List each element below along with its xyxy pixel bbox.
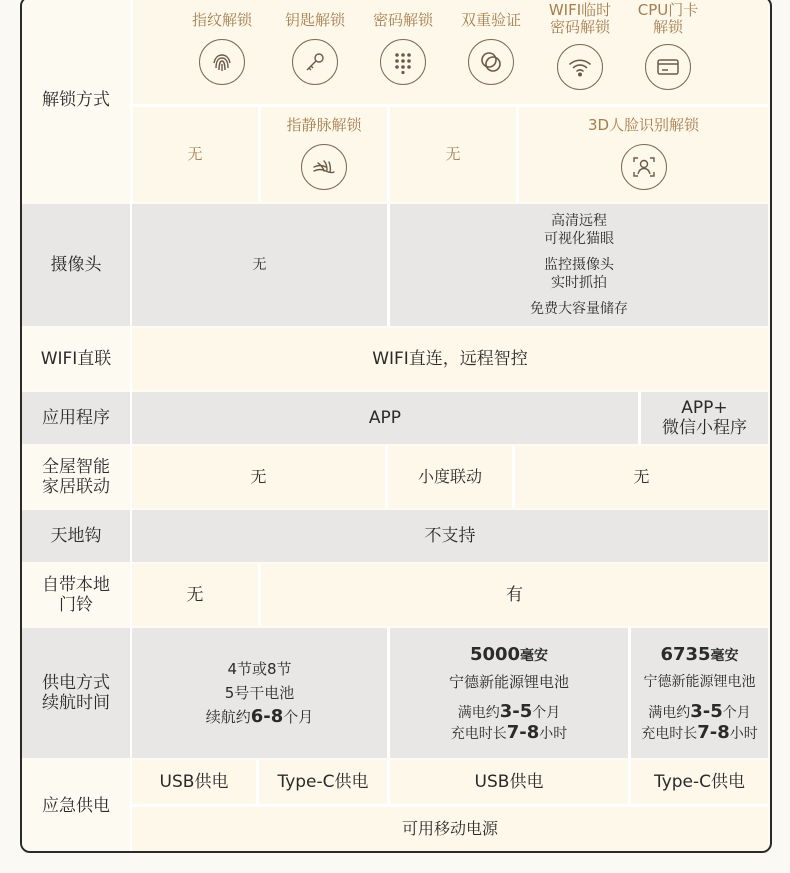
dual-circle-icon xyxy=(468,39,514,85)
row-label-unlock xyxy=(22,0,130,202)
camera-feature-5: 免费大容量储存 xyxy=(530,301,628,317)
wifi-icon xyxy=(557,44,603,90)
divider xyxy=(258,107,261,202)
camera-none-text: 无 xyxy=(252,257,267,273)
power-col-1 xyxy=(132,628,387,758)
emergency-typec-2-text: Type-C供电 xyxy=(653,772,746,792)
power-col3-full xyxy=(648,700,751,722)
doorbell-label-1: 自带本地 xyxy=(42,575,110,595)
unlock-dual-label: 双重验证 xyxy=(460,11,521,29)
unlock-key-label: 钥匙解锁 xyxy=(284,11,345,29)
smart-home-none-1-text: 无 xyxy=(250,467,267,486)
smart-home-none-2-text: 无 xyxy=(633,467,650,486)
smart-home-none-2 xyxy=(515,446,768,508)
camera-label: 摄像头 xyxy=(50,255,102,275)
power-col1-line1: 4节或8节 xyxy=(227,660,292,678)
emergency-mobile-text: 可用移动电源 xyxy=(401,819,498,838)
divider xyxy=(628,760,631,804)
hook-value: 不支持 xyxy=(424,526,476,546)
power-col3-cap-unit: 毫安 xyxy=(710,647,739,664)
emergency-typec-2 xyxy=(631,760,768,804)
power-col2-charge-num: 7-8 xyxy=(506,721,540,743)
power-col3-capacity xyxy=(660,644,738,665)
divider xyxy=(516,107,519,202)
wifi-value-cell xyxy=(132,328,768,390)
power-col3-charge-post: 小时 xyxy=(729,725,758,742)
power-col-3 xyxy=(631,628,768,758)
unlock-wifi-label-2: 密码解锁 xyxy=(549,18,610,36)
emergency-usb-1-text: USB供电 xyxy=(159,772,229,792)
unlock-wifi-label-1: WIFI临时 xyxy=(548,1,612,19)
power-col2-full-pre: 满电约 xyxy=(457,704,500,721)
keypad-icon xyxy=(380,39,426,85)
unlock-cpu-label-1: CPU门卡 xyxy=(637,1,699,19)
power-label-1: 供电方式 xyxy=(42,673,110,693)
unlock-none-1-text: 无 xyxy=(187,145,203,163)
power-col2-battery: 宁德新能源锂电池 xyxy=(448,672,569,691)
unlock-cpu-card xyxy=(618,2,718,102)
emergency-usb-2-text: USB供电 xyxy=(474,772,544,792)
unlock-wifi-temp xyxy=(530,2,630,102)
row-label-power xyxy=(22,628,130,758)
smart-home-label-2: 家居联动 xyxy=(42,477,110,497)
unlock-key xyxy=(265,12,365,102)
doorbell-yes xyxy=(261,564,768,626)
divider xyxy=(256,760,259,804)
smart-home-xiaodu xyxy=(388,446,512,508)
power-label-2: 续航时间 xyxy=(42,693,110,713)
finger-vein-icon xyxy=(301,144,347,190)
unlock-password xyxy=(353,12,453,102)
camera-feature-2: 可视化猫眼 xyxy=(544,231,614,247)
power-col3-cap-num: 6735 xyxy=(660,643,711,665)
power-col1-num: 6-8 xyxy=(250,706,284,727)
card-icon xyxy=(645,44,691,90)
power-col2-full xyxy=(457,700,561,722)
camera-features xyxy=(390,204,768,326)
row-label-camera xyxy=(22,204,130,326)
camera-feature-3: 监控摄像头 xyxy=(544,257,614,273)
power-col3-charge-num: 7-8 xyxy=(697,721,730,743)
doorbell-none xyxy=(132,564,258,626)
unlock-none-1 xyxy=(132,107,258,202)
doorbell-label-2: 门铃 xyxy=(59,595,93,615)
power-col1-post: 个月 xyxy=(283,708,314,726)
camera-feature-4: 实时抓拍 xyxy=(551,275,607,291)
power-col2-charge-post: 小时 xyxy=(539,725,568,742)
divider xyxy=(628,628,631,758)
divider xyxy=(387,760,390,804)
power-col2-full-post: 个月 xyxy=(532,704,561,721)
divider xyxy=(512,446,515,508)
emergency-label: 应急供电 xyxy=(42,795,110,816)
divider xyxy=(387,204,390,326)
hook-label: 天地钩 xyxy=(50,526,102,546)
smart-home-none-1 xyxy=(132,446,385,508)
unlock-vein xyxy=(261,107,387,202)
unlock-fingerprint-label: 指纹解锁 xyxy=(191,11,252,29)
divider xyxy=(258,564,261,626)
hook-value-cell xyxy=(132,510,768,562)
wifi-value: WIFI直连，远程智控 xyxy=(372,349,528,369)
row-label-app xyxy=(22,392,130,444)
doorbell-none-text: 无 xyxy=(186,585,204,605)
app-alt-2: 微信小程序 xyxy=(662,418,747,438)
power-col3-charge xyxy=(641,721,758,743)
row-label-smart-home xyxy=(22,446,130,508)
divider xyxy=(387,628,390,758)
row-label-wifi xyxy=(22,328,130,390)
app-label: 应用程序 xyxy=(42,408,110,428)
power-col-2 xyxy=(390,628,628,758)
power-col3-charge-pre: 充电时长 xyxy=(641,725,698,742)
divider xyxy=(132,804,768,807)
row-label-hook xyxy=(22,510,130,562)
power-col2-charge xyxy=(450,721,568,743)
app-value-cell xyxy=(132,392,638,444)
unlock-password-label: 密码解锁 xyxy=(372,11,433,29)
power-col1-line3 xyxy=(206,705,314,729)
unlock-vein-label: 指静脉解锁 xyxy=(286,116,362,134)
unlock-label: 解锁方式 xyxy=(42,90,110,110)
row-label-emergency xyxy=(22,760,130,851)
power-col3-full-pre: 满电约 xyxy=(648,704,691,721)
power-col2-charge-pre: 充电时长 xyxy=(450,725,507,742)
unlock-none-2-text: 无 xyxy=(445,145,461,163)
row-label-doorbell xyxy=(22,564,130,626)
divider xyxy=(387,107,390,202)
emergency-usb-1 xyxy=(132,760,256,804)
power-col3-full-num: 3-5 xyxy=(690,700,723,722)
power-col2-cap-unit: 毫安 xyxy=(520,647,549,664)
power-col1-line2: 5号干电池 xyxy=(224,684,295,702)
wifi-label: WIFI直联 xyxy=(40,349,112,369)
app-alt-cell xyxy=(641,392,768,444)
unlock-face xyxy=(519,107,768,202)
unlock-face-label: 3D人脸识别解锁 xyxy=(587,116,700,134)
smart-home-xiaodu-text: 小度联动 xyxy=(417,467,482,486)
camera-none xyxy=(132,204,387,326)
power-col3-battery: 宁德新能源锂电池 xyxy=(643,673,756,690)
power-col1-pre: 续航约 xyxy=(205,708,251,726)
divider xyxy=(385,446,388,508)
camera-feature-1: 高清远程 xyxy=(551,213,607,229)
power-col3-full-post: 个月 xyxy=(722,704,751,721)
emergency-mobile xyxy=(132,807,768,851)
smart-home-label-1: 全屋智能 xyxy=(42,457,110,477)
unlock-none-2 xyxy=(390,107,516,202)
power-col2-full-num: 3-5 xyxy=(499,700,533,722)
face-scan-icon xyxy=(621,144,667,190)
key-icon xyxy=(292,39,338,85)
doorbell-yes-text: 有 xyxy=(506,585,523,605)
emergency-typec-1-text: Type-C供电 xyxy=(277,772,369,792)
fingerprint-icon xyxy=(199,39,245,85)
power-col2-capacity xyxy=(470,644,548,665)
app-alt-1: APP+ xyxy=(681,398,728,418)
app-value: APP xyxy=(368,408,402,428)
spec-table xyxy=(20,0,772,853)
divider xyxy=(638,392,641,444)
unlock-fingerprint xyxy=(172,12,272,102)
unlock-cpu-label-2: 解锁 xyxy=(652,18,683,36)
power-col2-cap-num: 5000 xyxy=(469,643,521,665)
emergency-typec-1 xyxy=(259,760,387,804)
unlock-dual xyxy=(441,12,541,102)
emergency-usb-2 xyxy=(390,760,628,804)
